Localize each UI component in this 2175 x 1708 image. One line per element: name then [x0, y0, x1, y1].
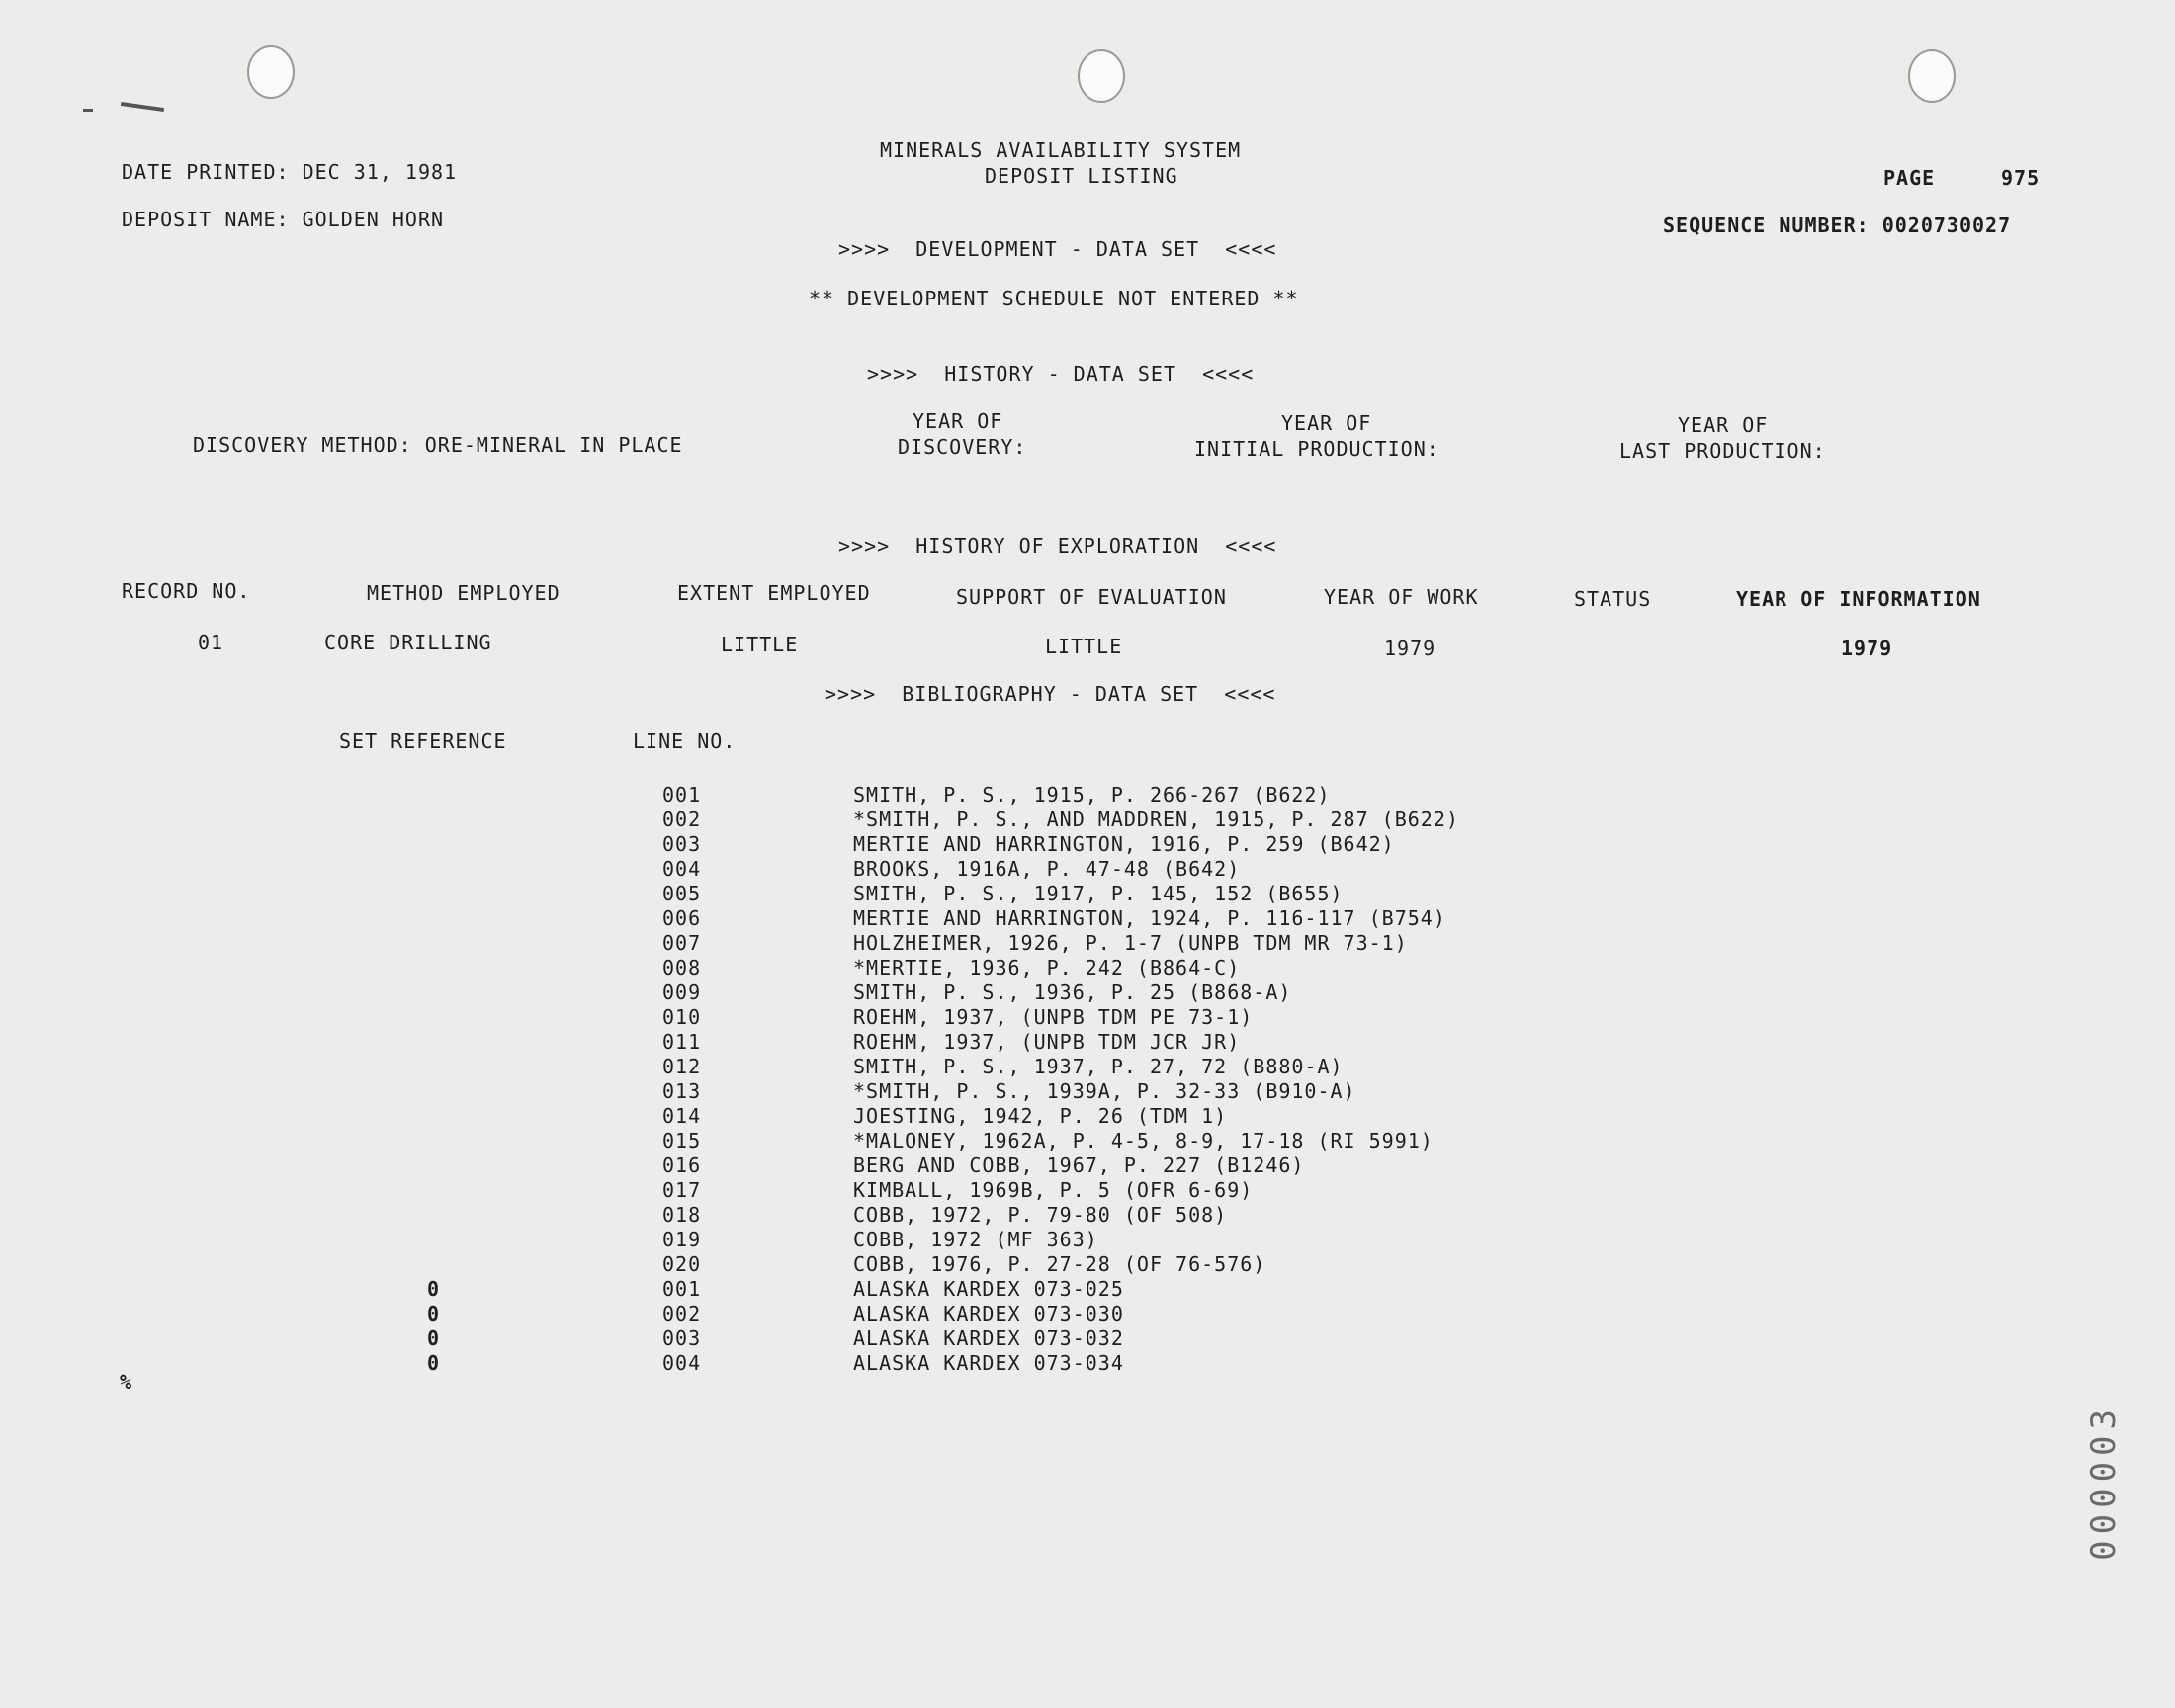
- col-method-employed: METHOD EMPLOYED: [367, 581, 561, 605]
- line-no: 003: [662, 1326, 702, 1350]
- line-no: 016: [662, 1153, 702, 1177]
- initial-production-label: INITIAL PRODUCTION:: [1194, 437, 1439, 461]
- reference-text: ALASKA KARDEX 073-025: [853, 1277, 1124, 1301]
- col-support-of-evaluation: SUPPORT OF EVALUATION: [956, 585, 1227, 609]
- discovery-label: DISCOVERY:: [898, 435, 1027, 459]
- development-heading: >>>> DEVELOPMENT - DATA SET <<<<: [838, 237, 1277, 261]
- line-no: 006: [662, 906, 702, 930]
- reference-text: KIMBALL, 1969B, P. 5 (OFR 6-69): [853, 1178, 1254, 1202]
- line-no: 002: [662, 808, 702, 831]
- line-no: 017: [662, 1178, 702, 1202]
- reference-text: ALASKA KARDEX 073-030: [853, 1302, 1124, 1325]
- reference-text: *MALONEY, 1962A, P. 4-5, 8-9, 17-18 (RI 5991): [853, 1129, 1434, 1153]
- extent-value: LITTLE: [721, 633, 799, 656]
- line-no: 010: [662, 1005, 702, 1029]
- support-value: LITTLE: [1045, 635, 1123, 658]
- reference-text: COBB, 1972 (MF 363): [853, 1228, 1098, 1251]
- system-title: MINERALS AVAILABILITY SYSTEM: [880, 138, 1242, 162]
- last-production-label: LAST PRODUCTION:: [1619, 439, 1826, 463]
- col-line-no: LINE NO.: [633, 729, 737, 753]
- bibliography-heading: >>>> BIBLIOGRAPHY - DATA SET <<<<: [825, 682, 1276, 706]
- reference-text: SMITH, P. S., 1937, P. 27, 72 (B880-A): [853, 1055, 1344, 1078]
- line-no: 009: [662, 981, 702, 1004]
- deposit-name: DEPOSIT NAME: GOLDEN HORN: [122, 208, 445, 231]
- col-set-reference: SET REFERENCE: [339, 729, 507, 753]
- line-no: 008: [662, 956, 702, 980]
- line-no: 018: [662, 1203, 702, 1227]
- reference-text: COBB, 1972, P. 79-80 (OF 508): [853, 1203, 1228, 1227]
- reference-text: SMITH, P. S., 1915, P. 266-267 (B622): [853, 783, 1331, 807]
- punch-hole-right: [1908, 49, 1956, 103]
- reference-text: JOESTING, 1942, P. 26 (TDM 1): [853, 1104, 1228, 1128]
- history-heading: >>>> HISTORY - DATA SET <<<<: [867, 362, 1255, 385]
- date-printed: DATE PRINTED: DEC 31, 1981: [122, 160, 458, 184]
- set-reference: 0: [427, 1351, 441, 1375]
- line-no: 004: [662, 1351, 702, 1375]
- line-no: 004: [662, 857, 702, 881]
- reference-text: BERG AND COBB, 1967, P. 227 (B1246): [853, 1153, 1305, 1177]
- line-no: 015: [662, 1129, 702, 1153]
- punch-hole-left: [247, 45, 295, 99]
- report-title: DEPOSIT LISTING: [985, 164, 1178, 188]
- side-stamp: 000003: [2084, 1404, 2124, 1561]
- exploration-heading: >>>> HISTORY OF EXPLORATION <<<<: [838, 534, 1277, 557]
- reference-text: COBB, 1976, P. 27-28 (OF 76-576): [853, 1252, 1266, 1276]
- punch-hole-center: [1078, 49, 1125, 103]
- line-no: 014: [662, 1104, 702, 1128]
- reference-text: SMITH, P. S., 1936, P. 25 (B868-A): [853, 981, 1292, 1004]
- reference-text: ALASKA KARDEX 073-034: [853, 1351, 1124, 1375]
- reference-text: BROOKS, 1916A, P. 47-48 (B642): [853, 857, 1241, 881]
- year-initial-label: YEAR OF: [1281, 411, 1372, 435]
- set-reference: 0: [427, 1326, 441, 1350]
- line-no: 020: [662, 1252, 702, 1276]
- reference-text: ROEHM, 1937, (UNPB TDM PE 73-1): [853, 1005, 1254, 1029]
- reference-text: ALASKA KARDEX 073-032: [853, 1326, 1124, 1350]
- year-of-work-value: 1979: [1384, 637, 1436, 660]
- line-no: 002: [662, 1302, 702, 1325]
- col-year-of-work: YEAR OF WORK: [1324, 585, 1479, 609]
- col-status: STATUS: [1574, 587, 1652, 611]
- year-last-label: YEAR OF: [1678, 413, 1769, 437]
- footer-symbol: %: [120, 1370, 133, 1394]
- line-no: 003: [662, 832, 702, 856]
- record-no-value: 01: [198, 631, 224, 654]
- col-extent-employed: EXTENT EMPLOYED: [677, 581, 871, 605]
- reference-text: SMITH, P. S., 1917, P. 145, 152 (B655): [853, 882, 1344, 905]
- reference-text: *SMITH, P. S., 1939A, P. 32-33 (B910-A): [853, 1079, 1356, 1103]
- col-record-no: RECORD NO.: [122, 579, 251, 603]
- reference-text: *MERTIE, 1936, P. 242 (B864-C): [853, 956, 1241, 980]
- page-label: PAGE: [1883, 166, 1936, 190]
- reference-text: MERTIE AND HARRINGTON, 1924, P. 116-117 (B754): [853, 906, 1446, 930]
- stray-mark: [83, 109, 93, 112]
- set-reference: 0: [427, 1277, 441, 1301]
- line-no: 001: [662, 783, 702, 807]
- year-of-information-value: 1979: [1841, 637, 1893, 660]
- sequence-number: SEQUENCE NUMBER: 0020730027: [1663, 214, 2012, 237]
- page-number: 975: [2001, 166, 2041, 190]
- reference-text: HOLZHEIMER, 1926, P. 1-7 (UNPB TDM MR 73-1): [853, 931, 1408, 955]
- line-no: 011: [662, 1030, 702, 1054]
- stray-mark: [121, 102, 164, 112]
- reference-text: ROEHM, 1937, (UNPB TDM JCR JR): [853, 1030, 1241, 1054]
- year-of-discovery-label: YEAR OF: [913, 409, 1003, 433]
- line-no: 007: [662, 931, 702, 955]
- line-no: 001: [662, 1277, 702, 1301]
- line-no: 013: [662, 1079, 702, 1103]
- method-value: CORE DRILLING: [324, 631, 492, 654]
- discovery-method: DISCOVERY METHOD: ORE-MINERAL IN PLACE: [193, 433, 683, 457]
- reference-text: MERTIE AND HARRINGTON, 1916, P. 259 (B642): [853, 832, 1395, 856]
- reference-text: *SMITH, P. S., AND MADDREN, 1915, P. 287 (B622): [853, 808, 1459, 831]
- development-note: ** DEVELOPMENT SCHEDULE NOT ENTERED **: [809, 287, 1299, 310]
- col-year-of-information: YEAR OF INFORMATION: [1736, 587, 1981, 611]
- set-reference: 0: [427, 1302, 441, 1325]
- line-no: 019: [662, 1228, 702, 1251]
- line-no: 005: [662, 882, 702, 905]
- line-no: 012: [662, 1055, 702, 1078]
